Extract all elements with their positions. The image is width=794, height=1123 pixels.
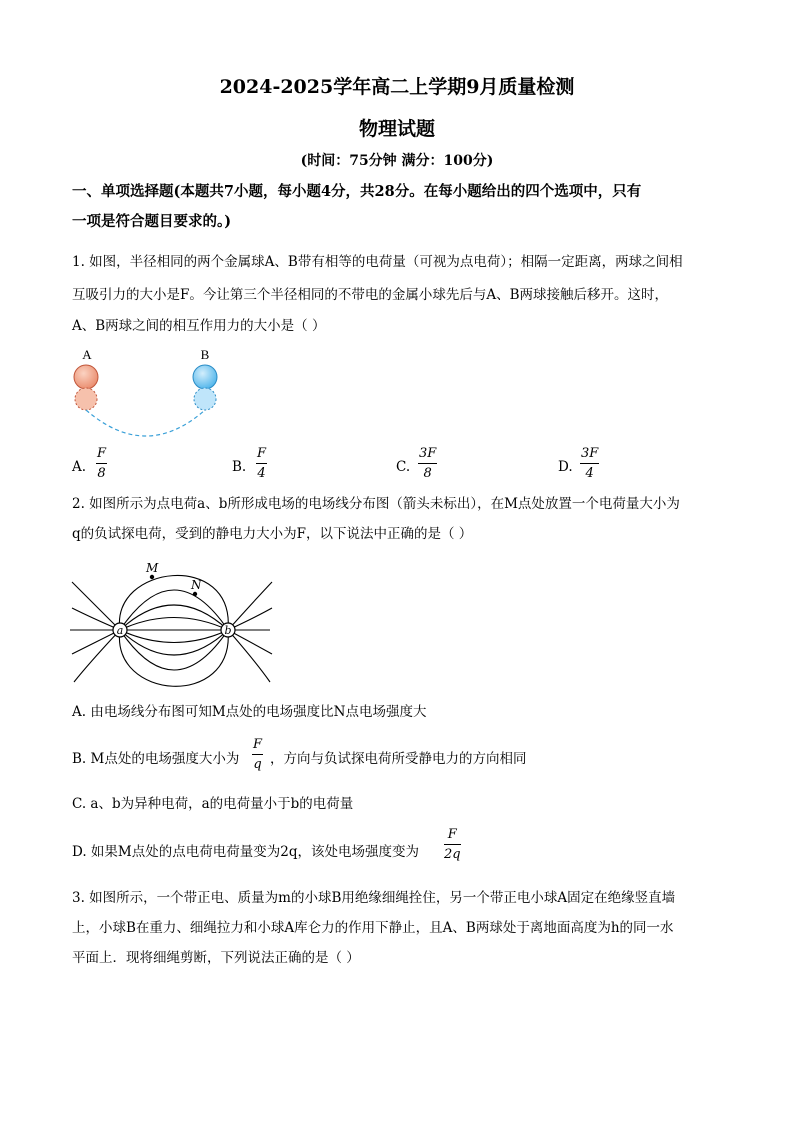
q1-option-b-value: $\frac{F}{4}$	[257, 446, 267, 481]
q1-figure	[62, 344, 232, 440]
exam-title: 2024-2025学年高二上学期9月质量检测	[219, 76, 575, 98]
path-arc	[86, 410, 205, 436]
q1-option-c-label: C.	[396, 459, 411, 475]
q2-stem-line1: 2. 如图所示为点电荷a、b所形成电场的电场线分布图（箭头未标出），在M点处放置一个电荷量大小为	[72, 496, 680, 512]
q2-option-c: C. a、b为异种电荷，a的电荷量小于b的电荷量	[72, 796, 354, 812]
q3-stem-line2: 上，小球B在重力、细绳拉力和小球A库仑力的作用下静止，且A、B两球处于离地面高度为h的同一水	[72, 920, 674, 936]
q3-stem-line1: 3. 如图所示，一个带正电、质量为m的小球B用绝缘细绳拴住，另一个带正电小球A固定在绝缘竖直墙	[72, 890, 676, 906]
exam-meta: (时间：75分钟 满分：100分)	[300, 153, 494, 169]
sphere-a	[74, 365, 98, 389]
q1-option-b-label: B.	[232, 459, 247, 475]
q2-option-d: D. 如果M点处的点电荷电荷量变为2q，该处电场强度变为 $\frac{F}{2q}$	[72, 827, 461, 862]
q2-option-a: A. 由电场线分布图可知M点处的电场强度比N点电场强度大	[72, 704, 427, 720]
q2-figure	[70, 560, 275, 690]
q1-option-d-value: $\frac{3F}{4}$	[581, 446, 599, 481]
q1-stem-line3: A、B两球之间的相互作用力的大小是（ ）	[72, 318, 326, 334]
point-n-label: N	[191, 578, 202, 592]
subject-title: 物理试题	[358, 118, 435, 140]
q2-option-b: B. M点处的电场强度大小为 $\frac{F}{q}$ ，方向与负试探电荷所受静电力的方向相同	[72, 737, 527, 772]
sphere-b	[193, 365, 217, 389]
charge-b-label: b	[224, 624, 232, 637]
point-n	[193, 592, 197, 596]
q1-stem-line2: 互吸引力的大小是F。今让第三个半径相同的不带电的金属小球先后与A、B两球接触后移开。这时，	[72, 287, 669, 303]
point-m	[150, 575, 154, 579]
q2-stem-line2: q的负试探电荷，受到的静电力大小为F，以下说法中正确的是（ ）	[72, 526, 473, 542]
q1-figure-label-a: A	[82, 347, 92, 362]
sphere-b-ghost	[194, 388, 216, 410]
charge-a-label: a	[116, 624, 124, 637]
section-heading-line2: 一项是符合题目要求的。)	[72, 213, 232, 230]
q1-stem-line1: 1. 如图，半径相同的两个金属球A、B带有相等的电荷量（可视为点电荷）；相隔一定距离，两球之间相	[72, 254, 683, 270]
section-heading-line1: 一、单项选择题(本题共7小题，每小题4分，共28分。在每小题给出的四个选项中，只有	[72, 183, 642, 200]
q1-option-a-label: A.	[72, 459, 87, 475]
q1-option-c-value: $\frac{3F}{8}$	[419, 446, 437, 481]
q1-option-d-label: D.	[558, 459, 573, 475]
q2-option-b-fraction: $\frac{F}{q}$	[253, 737, 263, 772]
q1-option-a-value: $\frac{F}{8}$	[97, 446, 107, 481]
q2-option-d-fraction: $\frac{F}{2q}$	[444, 827, 461, 862]
q3-stem-line3: 平面上．现将细绳剪断，下列说法正确的是（ ）	[72, 950, 360, 966]
point-m-label: M	[146, 561, 159, 575]
q1-figure-label-b: B	[200, 347, 210, 362]
q1-options	[72, 447, 732, 491]
sphere-a-ghost	[75, 388, 97, 410]
